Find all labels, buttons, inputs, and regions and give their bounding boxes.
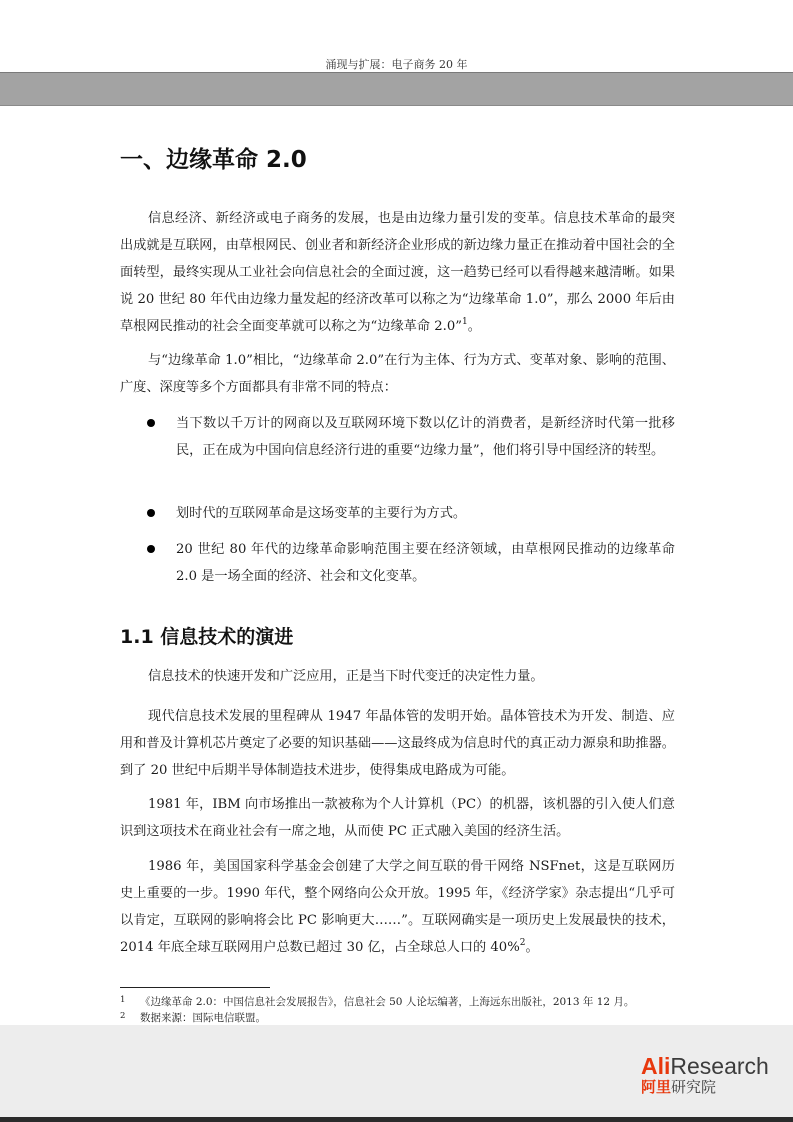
paragraph-intro-text: 信息经济、新经济或电子商务的发展，也是由边缘力量引发的变革。信息技术革命的最突出成就是互联网，由草根网民、创业者和新经济企业形成的新边缘力量正在推动着中国社会的全面转型，最终实现从工业社会向信息社会的全面过渡，这一趋势已经可以看得越来越清晰。如果说 20 世纪 80 年代由边缘力量发起的经济改革可以称之为“边缘革命 1.0”，那么 2000 年后由草根网民推动的社会全面变革就可以称之为“边缘革命 2.0” xyxy=(120,211,675,334)
list-item xyxy=(148,410,675,464)
paragraph-ibm-pc: 1981 年，IBM 向市场推出一款被称为个人计算机（PC）的机器，该机器的引入使人们意识到这项技术在商业社会有一席之地，从而使 PC 正式融入美国的经济生活。 xyxy=(120,797,675,839)
paragraph-nsfnet-text: 1986 年，美国国家科学基金会创建了大学之间互联的骨干网络 NSFnet，这是互联网历史上重要的一步。1990 年代，整个网络向公众开放。1995 年，《经济学家》杂志提出“几乎可以肯定，互联网的影响将会比 PC 影响更大……”。互联网确实是一项历史上发展最快的技术，2014 年底全球互联网用户总数已超过 30 亿，占全球总人口的 40% xyxy=(120,859,675,955)
bullet-text: 划时代的互联网革命是这场变革的主要行为方式。 xyxy=(176,506,467,521)
footnote-mark: 1 xyxy=(120,995,126,1005)
section-title: 一、边缘革命 2.0 xyxy=(120,147,307,173)
logo-english xyxy=(641,1053,769,1079)
running-header: 涌现与扩展：电子商务 20 年 xyxy=(325,58,468,71)
paragraph-transistor: 现代信息技术发展的里程碑从 1947 年晶体管的发明开始。晶体管技术为开发、制造、应用和普及计算机芯片奠定了必要的知识基础——这最终成为信息时代的真正动力源泉和助推器。到了 20 世纪中后期半导体制造技术进步，使得集成电路成为可能。 xyxy=(120,709,675,778)
logo-ali-cn: 阿里 xyxy=(641,1078,672,1096)
bullet-text: 当下数以千万计的网商以及互联网环境下数以亿计的消费者，是新经济时代第一批移民，正在成为中国向信息经济行进的重要“边缘力量”，他们将引导中国经济的转型。 xyxy=(176,416,675,458)
paragraph-intro-tail: 。 xyxy=(467,319,481,334)
footnote-separator xyxy=(120,987,270,988)
paragraph-intro xyxy=(120,205,675,340)
footnote-ref-2[interactable]: 2 xyxy=(519,938,526,948)
paragraph-comparison: 与“边缘革命 1.0”相比，“边缘革命 2.0”在行为主体、行为方式、变革对象、影响的范围、广度、深度等多个方面都具有非常不同的特点： xyxy=(120,353,675,395)
paragraph-it-intro: 信息技术的快速开发和广泛应用，正是当下时代变迁的决定性力量。 xyxy=(148,669,544,684)
page-content xyxy=(120,140,675,955)
logo-ali: Ali xyxy=(641,1053,671,1079)
footnote-ref-1[interactable]: 1 xyxy=(461,317,468,327)
logo-institute-cn: 研究院 xyxy=(671,1078,717,1096)
list-item xyxy=(148,536,675,590)
footnote-1 xyxy=(120,993,680,1009)
footnote-mark: 2 xyxy=(120,1011,126,1021)
list-item xyxy=(148,500,675,527)
subsection-title: 1.1 信息技术的演进 xyxy=(120,626,294,648)
bottom-strip xyxy=(0,1117,793,1122)
header-bar xyxy=(0,72,793,106)
bullet-icon xyxy=(147,509,155,517)
aliresearch-logo xyxy=(641,1053,781,1097)
footnote-text: 《边缘革命 2.0：中国信息社会发展报告》，信息社会 50 人论坛编著，上海远东出版社，2013 年 12 月。 xyxy=(140,996,635,1008)
footnote-text: 数据来源：国际电信联盟。 xyxy=(140,1012,266,1024)
logo-research: Research xyxy=(670,1053,769,1079)
bullet-icon xyxy=(147,545,155,553)
bullet-text: 20 世纪 80 年代的边缘革命影响范围主要在经济领域，由草根网民推动的边缘革命 2.0 是一场全面的经济、社会和文化变革。 xyxy=(176,542,675,584)
logo-chinese xyxy=(641,1078,716,1096)
footnote-2 xyxy=(120,1009,680,1025)
bullet-icon xyxy=(147,419,155,427)
paragraph-nsfnet-tail: 。 xyxy=(525,940,539,955)
paragraph-nsfnet xyxy=(120,853,675,961)
